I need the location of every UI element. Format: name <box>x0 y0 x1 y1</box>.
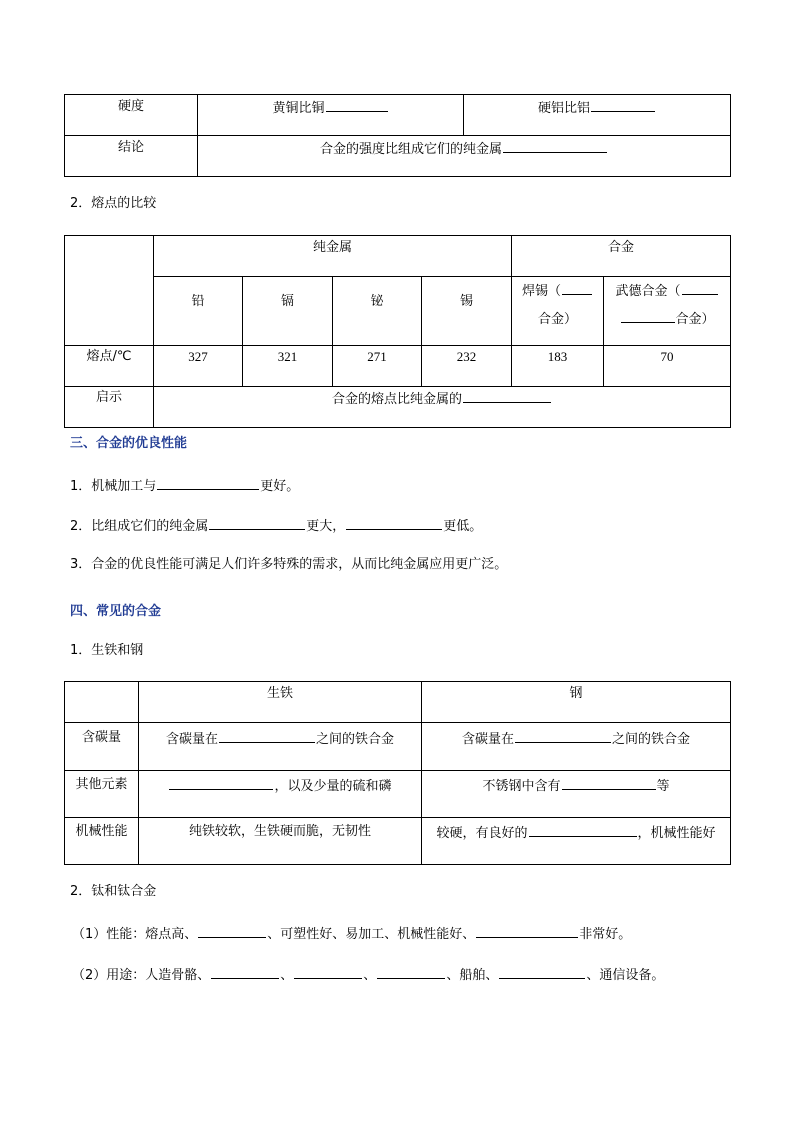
alloy-header: 合金 <box>512 236 731 277</box>
section2-title: 2．熔点的比较 <box>70 196 157 211</box>
strength-table <box>64 94 731 177</box>
value-cadmium: 321 <box>243 346 333 387</box>
para-3-2-text-c: 更低。 <box>443 519 483 534</box>
para-3-2 <box>70 515 482 536</box>
pure-metal-header: 纯金属 <box>154 236 512 277</box>
para-3-2-text-b: 更大， <box>306 519 346 534</box>
pig-carbon-cell <box>139 723 422 771</box>
iron-steel-table <box>64 681 731 865</box>
blank-wood-1[interactable] <box>682 280 718 295</box>
melting-label: 熔点/℃ <box>65 346 154 387</box>
para-3-3: 3．合金的优良性能可满足人们许多特殊的需求，从而比纯金属应用更广泛。 <box>70 557 508 572</box>
hardness-label: 硬度 <box>65 95 198 136</box>
heading-common-alloys: 四、常见的合金 <box>70 604 162 619</box>
steel-mech-text-b: ，机械性能好 <box>637 826 716 841</box>
blank-pig-carbon[interactable] <box>219 728 315 743</box>
pig-other-text: ，以及少量的硫和磷 <box>274 779 392 794</box>
blank-pig-other[interactable] <box>169 775 273 790</box>
heading-alloy-properties: 三、合金的优良性能 <box>70 436 188 451</box>
pig-mech-cell: 纯铁较软，生铁硬而脆，无韧性 <box>139 818 422 865</box>
para-4-2-1-text-c: 非常好。 <box>579 927 632 942</box>
hint-cell <box>154 387 731 428</box>
metal-cadmium: 镉 <box>243 277 333 346</box>
para-4-2-2-text-a: （2）用途：人造骨骼、 <box>72 968 211 983</box>
para-3-1-text-b: 更好。 <box>260 479 300 494</box>
steel-header: 钢 <box>422 682 731 723</box>
wood-text-b: 合金） <box>675 312 715 327</box>
hint-label: 启示 <box>65 387 154 428</box>
blank-solder[interactable] <box>562 280 592 295</box>
conclusion-text: 合金的强度比组成它们的纯金属 <box>319 142 502 157</box>
para-3-2-text-a: 2．比组成它们的纯金属 <box>70 519 209 534</box>
duralumin-text: 硬铝比铝 <box>537 101 590 116</box>
pig-other-cell <box>139 771 422 818</box>
other-elements-label: 其他元素 <box>65 771 139 818</box>
blank-steel-other[interactable] <box>562 775 656 790</box>
hint-text: 合金的熔点比纯金属的 <box>332 392 463 407</box>
solder-text-a: 焊锡（ <box>522 284 562 299</box>
blank-duralumin[interactable] <box>591 97 655 112</box>
conclusion-cell <box>198 136 731 177</box>
pig-carbon-text-a: 含碳量在 <box>165 732 218 747</box>
brass-cell <box>198 95 464 136</box>
blank-3-2a[interactable] <box>209 515 305 530</box>
para-3-1-text-a: 1．机械加工与 <box>70 479 157 494</box>
carbon-label: 含碳量 <box>65 723 139 771</box>
para-4-2: 2．钛和钛合金 <box>70 884 157 899</box>
mechanical-label: 机械性能 <box>65 818 139 865</box>
para-4-2-1 <box>72 923 631 944</box>
value-wood: 70 <box>604 346 731 387</box>
empty-header-cell <box>65 682 139 723</box>
metal-bismuth: 铋 <box>333 277 422 346</box>
blank-3-1[interactable] <box>157 475 259 490</box>
duralumin-cell <box>464 95 731 136</box>
brass-text: 黄铜比铜 <box>272 101 325 116</box>
blank-3-2b[interactable] <box>346 515 442 530</box>
para-4-2-1-text-b: 、可塑性好、易加工、机械性能好、 <box>267 927 476 942</box>
steel-other-cell <box>422 771 731 818</box>
blank-steel-mech[interactable] <box>529 822 637 837</box>
steel-carbon-text-a: 含碳量在 <box>461 732 514 747</box>
steel-mech-cell <box>422 818 731 865</box>
steel-carbon-text-b: 之间的铁合金 <box>612 732 691 747</box>
blank-brass[interactable] <box>326 97 388 112</box>
wood-alloy-cell <box>604 277 731 346</box>
blank-4-2-1b[interactable] <box>476 923 578 938</box>
para-3-1 <box>70 475 299 496</box>
pig-carbon-text-b: 之间的铁合金 <box>316 732 395 747</box>
para-4-1: 1．生铁和钢 <box>70 643 144 658</box>
blank-steel-carbon[interactable] <box>515 728 611 743</box>
melting-point-table <box>64 235 731 428</box>
blank-wood-2[interactable] <box>621 308 675 323</box>
para-4-2-2-text-c: 、通信设备。 <box>586 968 665 983</box>
wood-text-a: 武德合金（ <box>615 284 681 299</box>
empty-corner-cell <box>65 236 154 346</box>
blank-4-2-2d[interactable] <box>499 964 585 979</box>
value-solder: 183 <box>512 346 604 387</box>
para-4-2-2-sep-2: 、 <box>363 968 377 983</box>
para-4-2-2 <box>72 964 664 985</box>
para-4-2-1-text-a: （1）性能：熔点高、 <box>72 927 198 942</box>
para-4-2-2-text-b: 、船舶、 <box>446 968 499 983</box>
steel-carbon-cell <box>422 723 731 771</box>
value-tin: 232 <box>422 346 512 387</box>
solder-text-b: 合金） <box>538 312 578 327</box>
blank-4-2-1a[interactable] <box>198 923 266 938</box>
blank-4-2-2b[interactable] <box>294 964 362 979</box>
conclusion-label: 结论 <box>65 136 198 177</box>
steel-other-text-b: 等 <box>656 779 670 794</box>
metal-tin: 锡 <box>422 277 512 346</box>
metal-lead: 铅 <box>154 277 243 346</box>
steel-other-text-a: 不锈钢中含有 <box>482 779 561 794</box>
blank-4-2-2c[interactable] <box>377 964 445 979</box>
steel-mech-text-a: 较硬，有良好的 <box>436 826 528 841</box>
value-bismuth: 271 <box>333 346 422 387</box>
para-4-2-2-sep-1: 、 <box>280 968 294 983</box>
blank-4-2-2a[interactable] <box>211 964 279 979</box>
pig-iron-header: 生铁 <box>139 682 422 723</box>
blank-conclusion[interactable] <box>503 138 607 153</box>
blank-hint[interactable] <box>463 388 551 403</box>
value-lead: 327 <box>154 346 243 387</box>
solder-cell <box>512 277 604 346</box>
